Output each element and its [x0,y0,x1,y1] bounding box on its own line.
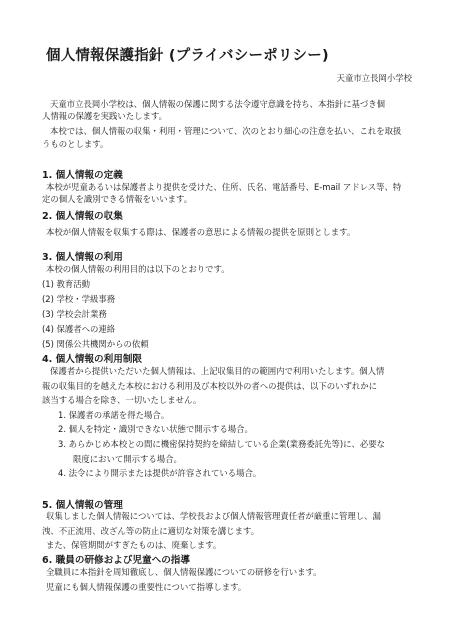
section-heading: 1. 個人情報の定義 [42,170,123,181]
section-heading: 6. 職員の研修および児童への指導 [42,555,190,566]
intro-line: 天童市立長岡小学校は、個人情報の保護に関する法令遵守意識を持ち、本指針に基づき個 [50,99,385,109]
section-line: 収集しました個人情報については、学校長および個人情報管理責任者が厳重に管理し、漏 [46,511,381,521]
list-item: 1. 保護者の承諾を得た場合。 [58,410,170,420]
list-item: (5) 関係公共機関からの依頼 [42,339,149,349]
section-line: 定の個人を識別できる情報をいいます。 [42,194,193,204]
intro-line: 人情報の保護を実践いたします。 [42,111,167,121]
list-item: 3. あらかじめ本校との間に機密保持契約を締結している企業(業務委託先等)に、必要な [58,439,386,449]
section-line: 児童にも個人情報保護の重要性について指導します。 [46,582,247,592]
section-line: 全職員に本指針を周知徹底し、個人情報保護についての研修を行います。 [46,567,322,577]
section-line: 本校が個人情報を収集する際は、保護者の意思による情報の提供を原則とします。 [46,227,356,237]
intro-line: うものとします。 [42,139,109,149]
section-heading: 5. 個人情報の管理 [42,500,123,511]
section-line: 報の収集目的を越えた本校における利用及び本校以外の者への提供は、以下のいずれかに [42,381,377,391]
school-name: 天童市立長岡小学校 [336,73,412,83]
section-heading: 4. 個人情報の利用制限 [42,354,143,365]
section-line: 本校が児童あるいは保護者より提供を受けた、住所、氏名、電話番号、E-mail アドレス等、特 [46,182,402,192]
list-item: 限度において開示する場合。 [73,454,182,464]
section-heading: 2. 個人情報の収集 [42,211,123,222]
document-title: 個人情報保護指針 (プライバシーポリシー) [46,48,329,64]
section-line: 該当する場合を除き、一切いたしません。 [42,395,202,405]
list-item: 2. 個人を特定・識別できない状態で開示する場合。 [58,424,253,434]
list-item: (1) 教育活動 [42,279,91,289]
list-item: (4) 保護者への連絡 [42,324,116,334]
intro-line: 本校では、個人情報の収集・利用・管理について、次のとおり細心の注意を払い、これを取扱 [50,126,402,136]
section-line: 本校の個人情報の利用目的は以下のとおりです。 [46,264,230,274]
list-item: (2) 学校・学級事務 [42,294,116,304]
list-item: 4. 法令により開示または提供が許容されている場合。 [58,468,262,478]
section-heading: 3. 個人情報の利用 [42,252,123,263]
section-line: また、保管期間がすぎたものは、廃棄します。 [46,540,222,550]
section-line: 保護者から提供いただいた個人情報は、上記収集目的の範囲内で利用いたします。個人情 [50,366,385,376]
section-line: 洩、不正流用、改ざん等の防止に適切な対策を講じます。 [42,526,260,536]
list-item: (3) 学校会計業務 [42,309,107,319]
